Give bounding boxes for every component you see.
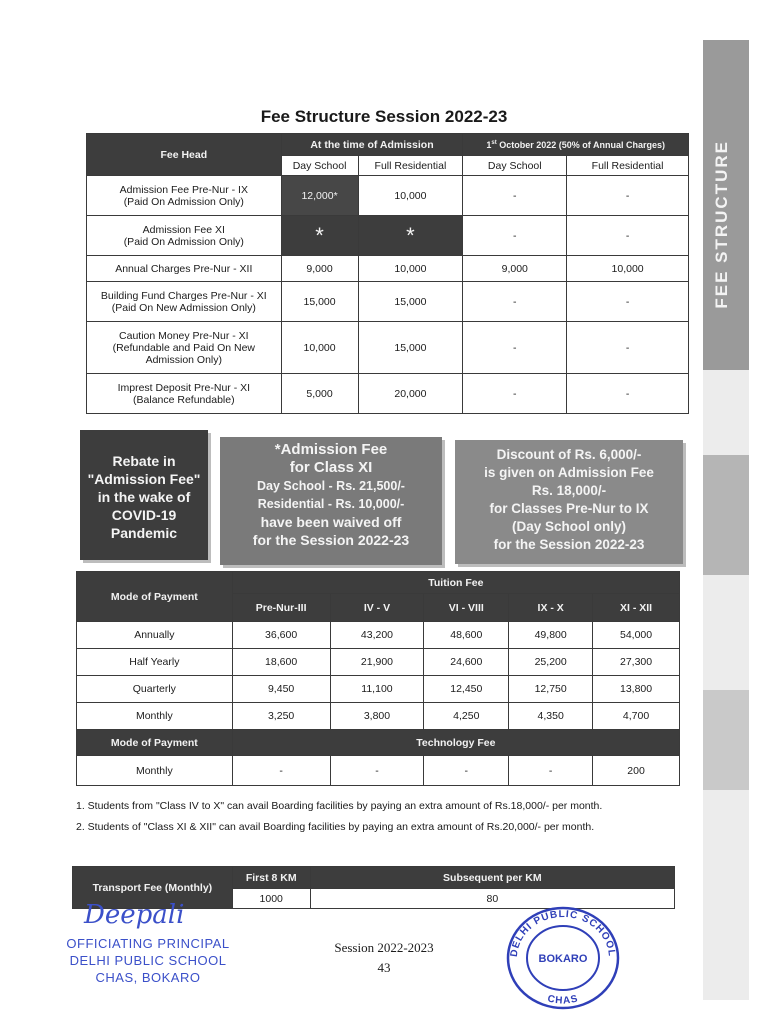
tuition-fee-header: Tuition Fee (232, 572, 679, 594)
fee-value: 200 (593, 756, 680, 786)
mode-cell: Half Yearly (77, 649, 233, 676)
seal-middle-text: BOKARO (538, 953, 588, 965)
fee-value: 48,600 (424, 622, 509, 649)
fee-value: 24,600 (424, 649, 509, 676)
school-seal (503, 903, 623, 1013)
side-label: FEE STRUCTURE (712, 140, 731, 309)
fee-value: 3,800 (330, 703, 424, 730)
tuition-fee-table (76, 571, 680, 786)
class-header: IX - X (509, 594, 593, 622)
table-row (87, 256, 689, 282)
footer-session: Session 2022-2023 (334, 940, 434, 955)
fee-head-cell: Annual Charges Pre-Nur - XII (87, 256, 282, 282)
fee-value: 15,000 (358, 322, 463, 374)
fee-value: 36,600 (232, 622, 330, 649)
class-header: Pre-Nur-III (232, 594, 330, 622)
seal-top-text: DELHI PUBLIC SCHOOL (508, 908, 618, 958)
fee-head-cell: Caution Money Pre-Nur - XI (Refundable and Paid On New Admission Only) (87, 322, 282, 374)
fee-value: 9,450 (232, 676, 330, 703)
principal-stamp-line: OFFICIATING PRINCIPAL (66, 936, 230, 951)
fee-value: - (424, 756, 509, 786)
table-row (77, 622, 680, 649)
fee-value: 3,250 (232, 703, 330, 730)
sub-col-full-residential: Full Residential (358, 156, 463, 176)
fee-structure-table (86, 133, 689, 414)
admission-fee-waiver-box: *Admission Fee for Class XI Day School - Rs. 21,500/- Residential - Rs. 10,000/- have been waived off for the Session 2022-23 (220, 437, 442, 565)
fee-value: - (463, 282, 567, 322)
fee-value: 10,000 (358, 256, 463, 282)
fee-head-header: Fee Head (87, 134, 282, 176)
admission-time-header: At the time of Admission (281, 134, 463, 156)
tech-mode-header: Mode of Payment (77, 730, 233, 756)
mode-cell: Quarterly (77, 676, 233, 703)
fee-value: 15,000 (281, 282, 358, 322)
fee-value: 4,250 (424, 703, 509, 730)
mode-cell: Annually (77, 622, 233, 649)
fee-value: - (330, 756, 424, 786)
fee-value: 43,200 (330, 622, 424, 649)
fee-value: 13,800 (593, 676, 680, 703)
fee-head-cell: Admission Fee Pre-Nur - IX (Paid On Admission Only) (87, 176, 282, 216)
signature: Deepali (84, 900, 185, 930)
first-8km-header: First 8 KM (232, 867, 310, 889)
side-mid-block (703, 455, 749, 575)
fee-value: 5,000 (281, 374, 358, 414)
fee-value: 12,750 (509, 676, 593, 703)
table-row (87, 216, 689, 256)
fee-head-cell: Admission Fee XI (Paid On Admission Only) (87, 216, 282, 256)
class-header: XI - XII (593, 594, 680, 622)
subsequent-km-value: 80 (310, 889, 674, 909)
table-row (87, 374, 689, 414)
fee-value: 18,600 (232, 649, 330, 676)
page-number: 43 (377, 960, 391, 975)
fee-value: 12,000* (281, 176, 358, 216)
sub-col-day-school: Day School (281, 156, 358, 176)
fee-value: 4,700 (593, 703, 680, 730)
fee-value: 9,000 (281, 256, 358, 282)
note-boarding-xi-xii: 2. Students of "Class XI & XII" can avail Boarding facilities by paying an extra amount of Rs.20,000/- per month. (76, 821, 595, 833)
discount-box: Discount of Rs. 6,000/- is given on Admission Fee Rs. 18,000/- for Classes Pre-Nur to IX (Day School only) for the Session 2022-23 (455, 440, 683, 564)
fee-value: 9,000 (463, 256, 567, 282)
class-header: VI - VIII (424, 594, 509, 622)
fee-value: 4,350 (509, 703, 593, 730)
fee-value: 10,000 (281, 322, 358, 374)
fee-value: 12,450 (424, 676, 509, 703)
seal-bottom-text: CHAS (546, 993, 580, 1007)
principal-stamp-line: DELHI PUBLIC SCHOOL (69, 953, 227, 968)
october-header: 1st October 2022 (50% of Annual Charges) (463, 134, 689, 156)
mode-cell: Monthly (77, 756, 233, 786)
fee-value: 21,900 (330, 649, 424, 676)
fee-value: - (567, 374, 689, 414)
fee-value: - (509, 756, 593, 786)
rebate-box: Rebate in "Admission Fee" in the wake of COVID-19 Pandemic (80, 430, 208, 560)
technology-fee-header: Technology Fee (232, 730, 679, 756)
fee-value: * (358, 216, 463, 256)
fee-value: 25,200 (509, 649, 593, 676)
table-row (77, 756, 680, 786)
class-header: IV - V (330, 594, 424, 622)
sub-col-full-residential-oct: Full Residential (567, 156, 689, 176)
first-8km-value: 1000 (232, 889, 310, 909)
svg-text:DELHI PUBLIC SCHOOL (509, 909, 617, 958)
fee-value: 11,100 (330, 676, 424, 703)
table-row (87, 176, 689, 216)
table-row (87, 322, 689, 374)
note-boarding-iv-x: 1. Students from "Class IV to X" can avail Boarding facilities by paying an extra amount of Rs.18,000/- per month. (76, 800, 603, 812)
fee-value: 49,800 (509, 622, 593, 649)
mode-of-payment-header: Mode of Payment (77, 572, 233, 622)
fee-value: 10,000 (358, 176, 463, 216)
fee-value: - (463, 322, 567, 374)
fee-value: - (463, 176, 567, 216)
fee-value: - (567, 282, 689, 322)
table-row (77, 649, 680, 676)
principal-stamp-line: CHAS, BOKARO (95, 970, 201, 985)
page-title: Fee Structure Session 2022-23 (260, 107, 508, 126)
subsequent-km-header: Subsequent per KM (310, 867, 674, 889)
fee-value: 54,000 (593, 622, 680, 649)
fee-value: 10,000 (567, 256, 689, 282)
fee-value: - (567, 216, 689, 256)
fee-value: * (281, 216, 358, 256)
fee-value: 27,300 (593, 649, 680, 676)
svg-text:CHAS (546, 993, 579, 1006)
fee-value: - (567, 322, 689, 374)
transport-fee-label: Transport Fee (Monthly) (73, 867, 233, 909)
table-row (77, 676, 680, 703)
fee-value: - (567, 176, 689, 216)
fee-value: - (463, 374, 567, 414)
table-row (77, 703, 680, 730)
side-light-block (703, 690, 749, 790)
mode-cell: Monthly (77, 703, 233, 730)
fee-value: 20,000 (358, 374, 463, 414)
fee-value: 15,000 (358, 282, 463, 322)
sub-col-day-school-oct: Day School (463, 156, 567, 176)
fee-head-cell: Imprest Deposit Pre-Nur - XI (Balance Refundable) (87, 374, 282, 414)
fee-value: - (232, 756, 330, 786)
table-row (87, 282, 689, 322)
fee-head-cell: Building Fund Charges Pre-Nur - XI (Paid On New Admission Only) (87, 282, 282, 322)
fee-value: - (463, 216, 567, 256)
